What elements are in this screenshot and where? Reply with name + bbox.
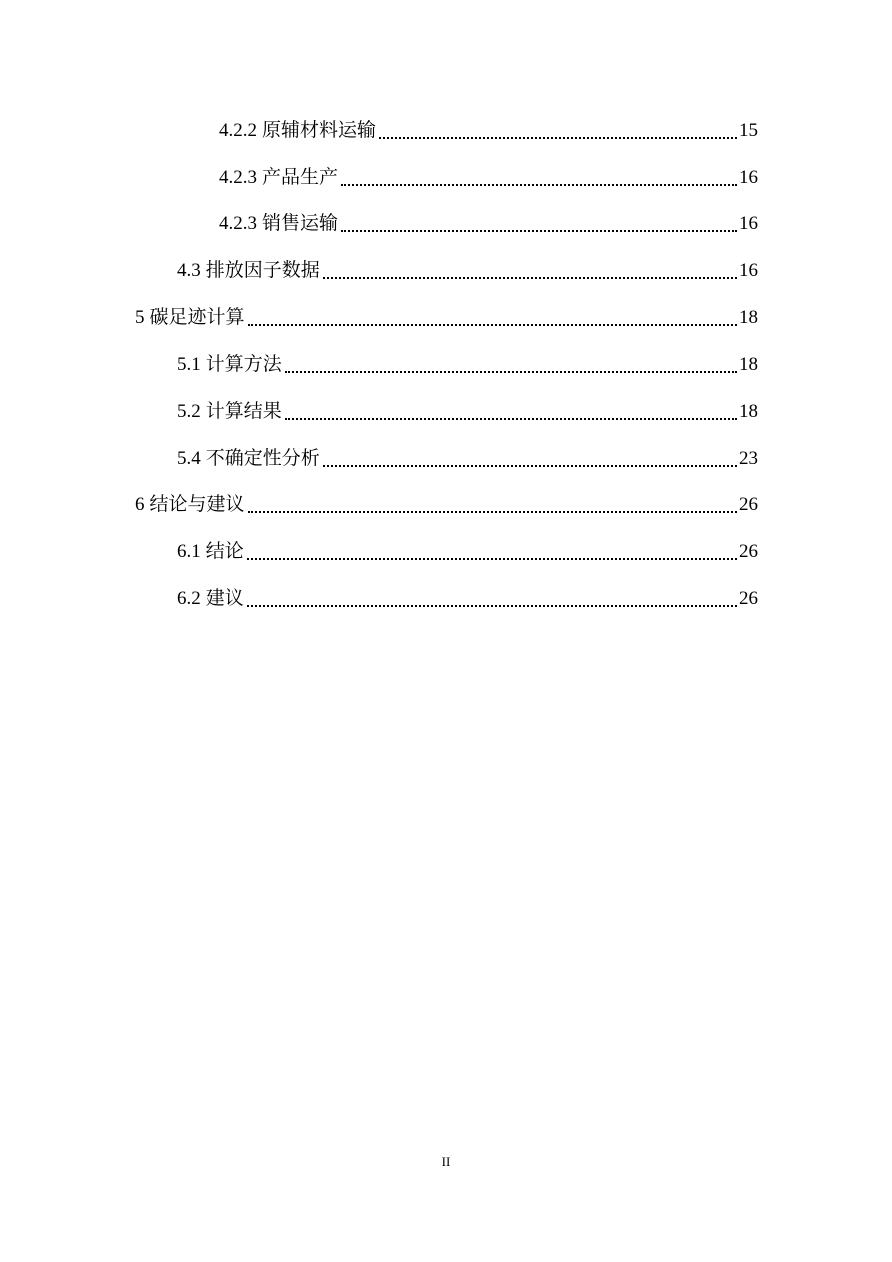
toc-dot-leader: [285, 352, 737, 378]
toc-entry-number: 4.2.2: [219, 120, 257, 141]
toc-entry-title: 结论: [205, 541, 244, 562]
toc-dot-leader: [285, 399, 737, 425]
toc-entry[interactable]: [177, 586, 758, 612]
toc-dot-leader: [248, 492, 737, 518]
toc-entry-number: 5.4: [177, 448, 201, 469]
toc-entry-page: 26: [739, 494, 758, 515]
toc-entry-number: 6: [135, 494, 145, 515]
toc-entry[interactable]: [177, 258, 758, 284]
toc-entry[interactable]: [177, 446, 758, 472]
toc-entry-title: 碳足迹计算: [149, 307, 245, 328]
page-number: II: [441, 1154, 451, 1169]
toc-entry-title: 建议: [205, 588, 244, 609]
toc-dot-leader: [247, 586, 737, 612]
toc-dot-leader: [379, 118, 737, 144]
toc-entry-number: 5.2: [177, 401, 201, 422]
toc-entry-page: 16: [739, 213, 758, 234]
toc-entry[interactable]: [177, 399, 758, 425]
toc-dot-leader: [341, 165, 737, 191]
toc-entry-title: 销售运输: [262, 213, 339, 234]
toc-entry-page: 16: [739, 167, 758, 188]
toc-entry[interactable]: [177, 539, 758, 565]
toc-entry[interactable]: [135, 305, 758, 331]
toc-entry[interactable]: [135, 492, 758, 518]
toc-entry[interactable]: [219, 211, 758, 237]
toc-entry-page: 26: [739, 588, 758, 609]
toc-dot-leader: [247, 539, 737, 565]
toc-entry-title: 计算方法: [205, 354, 282, 375]
toc-entry-page: 16: [739, 260, 758, 281]
toc-entry-title: 原辅材料运输: [262, 120, 377, 141]
toc-entry-page: 18: [739, 401, 758, 422]
toc-entry-title: 计算结果: [205, 401, 282, 422]
toc-entry-number: 6.1: [177, 541, 201, 562]
toc-entry[interactable]: [177, 352, 758, 378]
toc-entry-page: 15: [739, 120, 758, 141]
toc-entry-number: 5.1: [177, 354, 201, 375]
toc-entry-number: 4.2.3: [219, 167, 257, 188]
toc-entry-page: 26: [739, 541, 758, 562]
toc-entry-number: 4.3: [177, 260, 201, 281]
toc-entry-number: 5: [135, 307, 145, 328]
toc-entry-page: 18: [739, 354, 758, 375]
toc-entry-title: 结论与建议: [149, 494, 245, 515]
toc-entry[interactable]: [219, 118, 758, 144]
toc-dot-leader: [341, 211, 737, 237]
toc-entry-page: 18: [739, 307, 758, 328]
toc-dot-leader: [248, 305, 737, 331]
toc-entry-title: 不确定性分析: [205, 448, 320, 469]
toc-entry-page: 23: [739, 448, 758, 469]
toc-dot-leader: [323, 258, 737, 284]
toc-entry-number: 4.2.3: [219, 213, 257, 234]
toc-dot-leader: [323, 446, 737, 472]
toc-entry-number: 6.2: [177, 588, 201, 609]
toc-entry[interactable]: [219, 165, 758, 191]
toc-entry-title: 产品生产: [262, 167, 339, 188]
toc-entry-title: 排放因子数据: [205, 260, 320, 281]
